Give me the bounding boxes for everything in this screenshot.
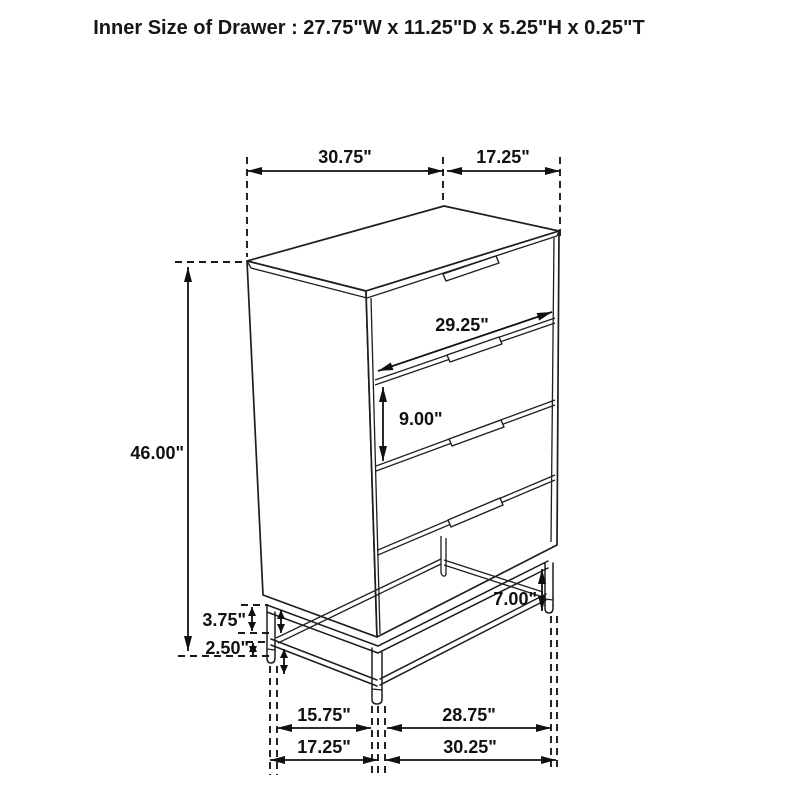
cabinet-left-side-panel	[247, 261, 377, 637]
label-drawer-inner-height: 9.00"	[399, 409, 443, 429]
label-top-width: 30.75"	[318, 147, 372, 167]
diagram-title: Inner Size of Drawer : 27.75"W x 11.25"D x 5.25"H x 0.25"T	[93, 17, 645, 39]
label-stretcher-height: 2.50"	[205, 638, 249, 658]
label-base-inner-width: 28.75"	[442, 705, 496, 725]
label-top-depth: 17.25"	[476, 147, 530, 167]
label-base-inner-depth: 15.75"	[297, 705, 351, 725]
label-base-outer-width: 30.25"	[443, 737, 497, 757]
label-base-outer-depth: 17.25"	[297, 737, 351, 757]
label-overall-height: 46.00"	[130, 443, 184, 463]
label-leg-height: 7.00"	[493, 589, 537, 609]
label-drawer-width: 29.25"	[435, 315, 489, 335]
label-apron-height: 3.75"	[202, 610, 246, 630]
